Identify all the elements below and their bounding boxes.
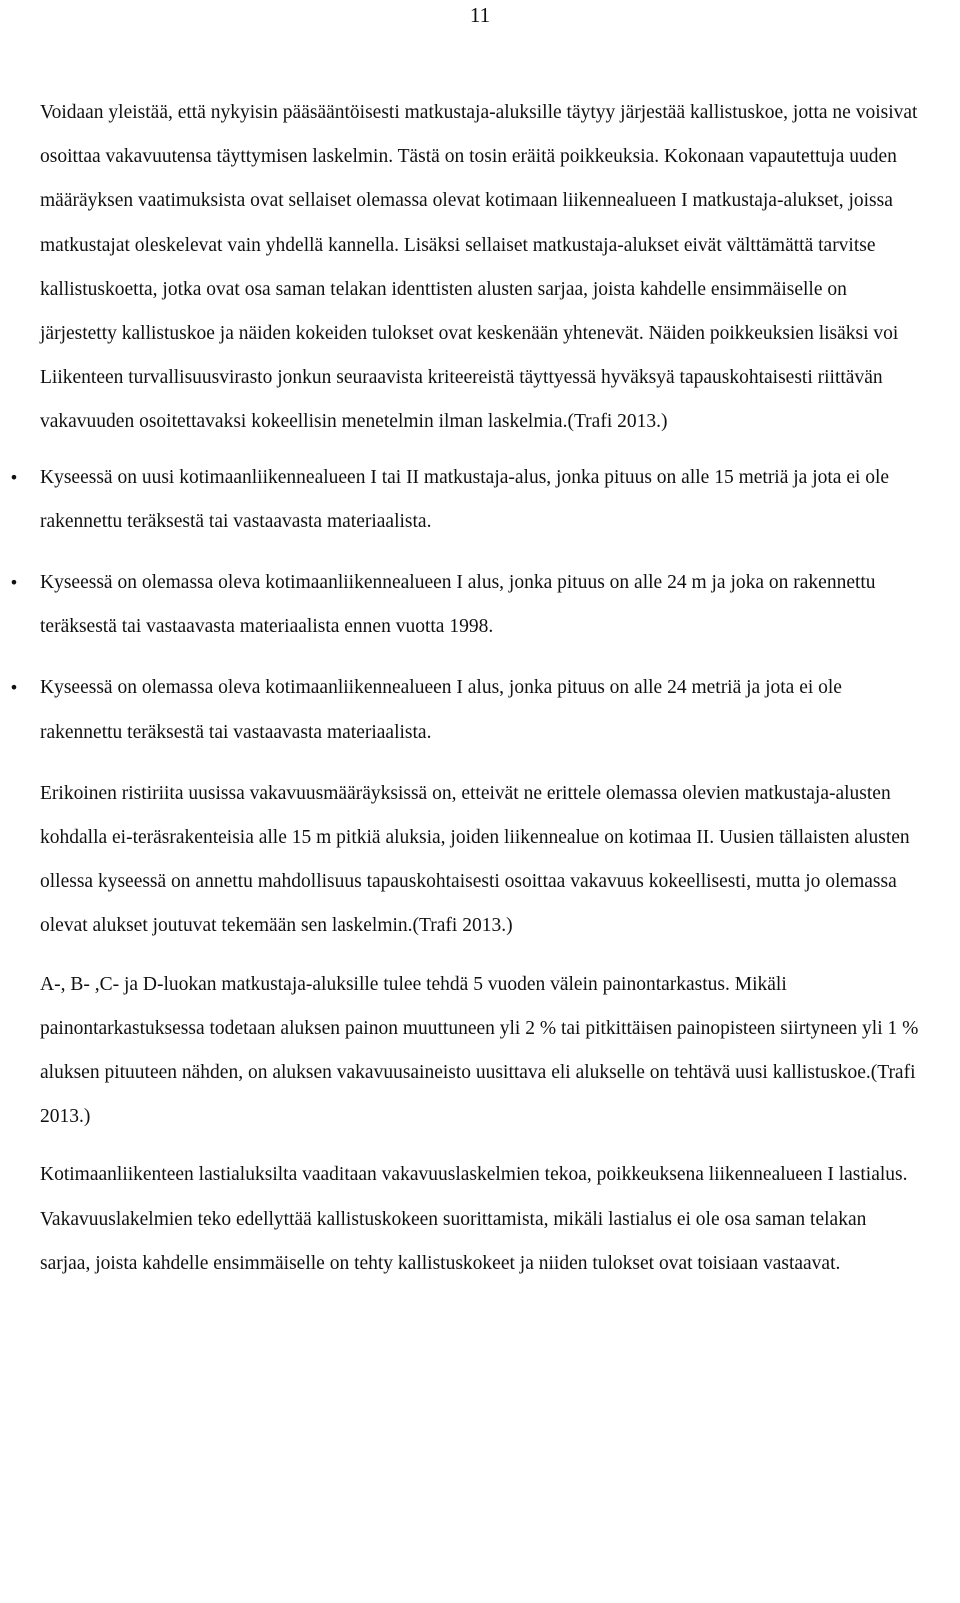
cargo-vessel-paragraph: Kotimaanliikenteen lastialuksilta vaaditaan vakavuuslaskelmien tekoa, poikkeuksena liikennealueen I lastialus. Vakavuuslakelmien teko edellyttää kallistuskokeen suorittamista, mikäli lastialus ei ole osa saman telakan sarjaa, joista kahdelle ensimmäiselle on tehty kallistuskokeet ja niiden tulokset ovat toisiaan vastaavat. bbox=[40, 1164, 908, 1274]
document-body bbox=[9, 91, 920, 1286]
bullet-icon: • bbox=[9, 573, 19, 593]
bullet-icon: • bbox=[9, 678, 19, 698]
list-item-text: Kyseessä on olemassa oleva kotimaanliikennealueen I alus, jonka pituus on alle 24 metriä ja jota ei ole rakennettu teräksestä tai vastaavasta materiaalista. bbox=[40, 677, 842, 743]
contradiction-paragraph: Erikoinen ristiriita uusissa vakavuusmääräyksissä on, etteivät ne erittele olemassa olevien matkustaja-alusten kohdalla ei-teräsrakenteisia alle 15 m pitkiä aluksia, joiden liikennealue on kotimaa II. Uusien tällaisten alusten ollessa kyseessä on annettu mahdollisuus tapauskohtaisesti osoittaa vakavuus kokeellisesti, mutta jo olemassa olevat alukset joutuvat tekemään sen laskelmin.(Trafi 2013.) bbox=[40, 782, 910, 937]
exemption-criteria-list bbox=[9, 456, 920, 755]
list-item-text: Kyseessä on olemassa oleva kotimaanliikennealueen I alus, jonka pituus on alle 24 m ja joka on rakennettu teräksestä tai vastaavasta materiaalista ennen vuotta 1998. bbox=[40, 572, 876, 638]
bullet-icon: • bbox=[9, 467, 19, 487]
intro-paragraph: Voidaan yleistää, että nykyisin pääsääntöisesti matkustaja-aluksille täytyy järjestää kallistuskoe, jotta ne voisivat osoittaa vakavuutensa täyttymisen laskelmin. Tästä on tosin eräitä poikkeuksia. Kokonaan vapautettuja uuden määräyksen vaatimuksista ovat sellaiset olemassa olevat kotimaan liikennealueen I matkustaja-alukset, joissa matkustajat oleskelevat vain yhdellä kannella. Lisäksi sellaiset matkustaja-alukset eivät välttämättä tarvitse kallistuskoetta, jotka ovat osa saman telakan identtisten alusten sarjaa, joista kahdelle ensimmäiselle on järjestetty kallistuskoe ja näiden kokeiden tulokset ovat keskenään yhtenevät. Näiden poikkeuksien lisäksi voi Liikenteen turvallisuusvirasto jonkun seuraavista kriteereistä täyttyessä hyväksyä tapauskohtaisesti riittävän vakavuuden osoitettavaksi kokeellisin menetelmin ilman laskelmia.(Trafi 2013.) bbox=[40, 102, 918, 433]
list-item bbox=[9, 456, 920, 544]
list-item bbox=[9, 666, 920, 754]
list-item bbox=[9, 561, 920, 649]
weight-check-paragraph: A-, B- ,C- ja D-luokan matkustaja-aluksille tulee tehdä 5 vuoden välein painontarkastus. Mikäli painontarkastuksessa todetaan aluksen painon muuttuneen yli 2 % tai pitkittäisen painopisteen siirtyneen yli 1 % aluksen pituuteen nähden, on aluksen vakavuusaineisto uusittava eli alukselle on tehtävä uusi kallistuskoe.(Trafi 2013.) bbox=[40, 973, 919, 1128]
list-item-text: Kyseessä on uusi kotimaanliikennealueen I tai II matkustaja-alus, jonka pituus on alle 15 metriä ja jota ei ole rakennettu teräksestä tai vastaavasta materiaalista. bbox=[40, 466, 890, 532]
page-number: 11 bbox=[469, 3, 491, 27]
